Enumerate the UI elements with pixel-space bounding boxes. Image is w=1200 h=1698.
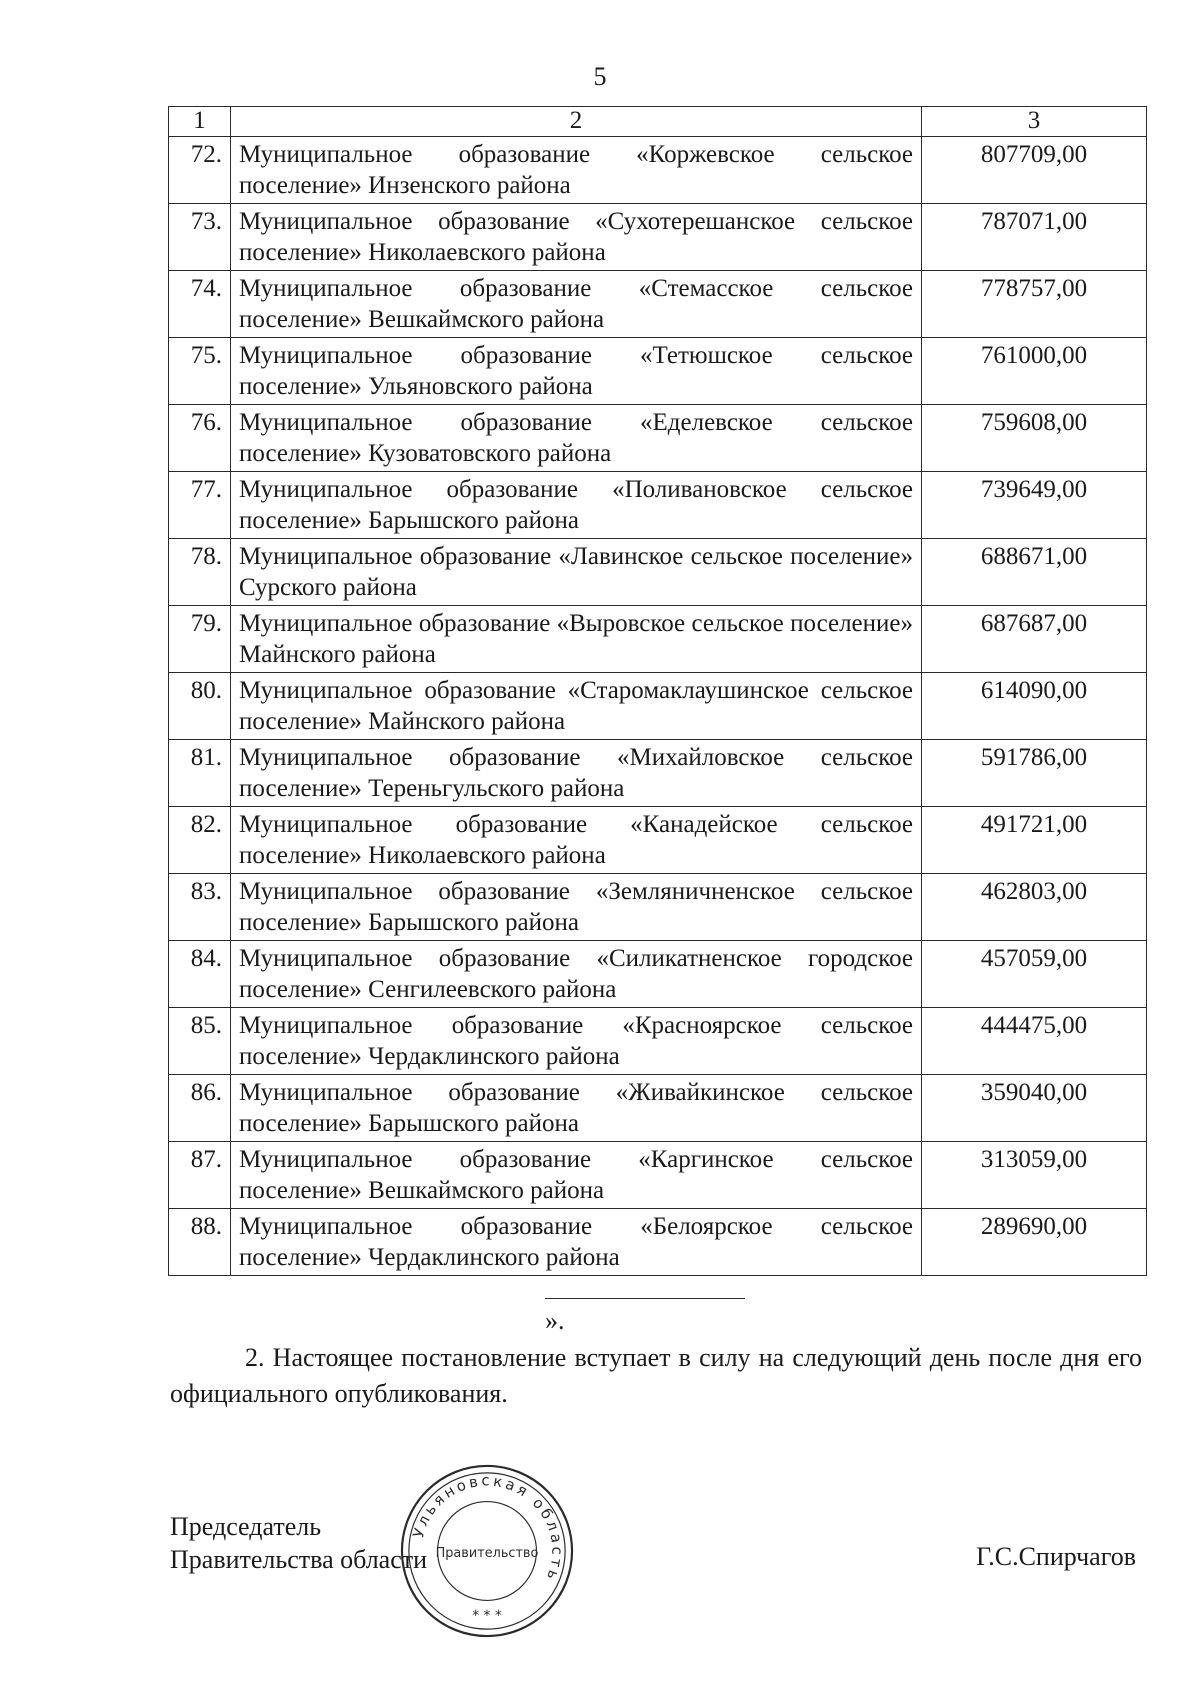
page-number: 5 xyxy=(593,62,607,91)
header-col-1: 1 xyxy=(169,107,231,137)
municipality-name-cell: Муниципальное образование «Канадейское сельское поселение» Николаевского района xyxy=(231,807,922,874)
table-row xyxy=(169,405,1147,472)
table-header-row xyxy=(169,107,1147,137)
row-number-cell: 82. xyxy=(169,807,231,874)
allocation-table xyxy=(168,106,1147,1276)
amount-cell: 444475,00 xyxy=(922,1008,1147,1075)
row-number-cell: 73. xyxy=(169,204,231,271)
municipality-name-cell: Муниципальное образование «Стемасское сельское поселение» Вешкаймского района xyxy=(231,271,922,338)
table-row xyxy=(169,338,1147,405)
table-row xyxy=(169,1008,1147,1075)
row-number-cell: 74. xyxy=(169,271,231,338)
table-row xyxy=(169,539,1147,606)
table-row xyxy=(169,1075,1147,1142)
amount-cell: 688671,00 xyxy=(922,539,1147,606)
table-row xyxy=(169,874,1147,941)
municipality-name-cell: Муниципальное образование «Живайкинское сельское поселение» Барышского района xyxy=(231,1075,922,1142)
table-row xyxy=(169,673,1147,740)
amount-cell: 614090,00 xyxy=(922,673,1147,740)
row-number-cell: 81. xyxy=(169,740,231,807)
row-number-cell: 75. xyxy=(169,338,231,405)
seal-center-text: Правительство xyxy=(435,1545,539,1561)
table-row xyxy=(169,271,1147,338)
amount-cell: 313059,00 xyxy=(922,1142,1147,1209)
table-row xyxy=(169,472,1147,539)
municipality-name-cell: Муниципальное образование «Белоярское сельское поселение» Чердаклинского района xyxy=(231,1209,922,1276)
row-number-cell: 85. xyxy=(169,1008,231,1075)
municipality-name-cell: Муниципальное образование «Коржевское сельское поселение» Инзенского района xyxy=(231,137,922,204)
municipality-name-cell: Муниципальное образование «Михайловское сельское поселение» Тереньгульского района xyxy=(231,740,922,807)
table-row xyxy=(169,1209,1147,1276)
row-number-cell: 87. xyxy=(169,1142,231,1209)
amount-cell: 807709,00 xyxy=(922,137,1147,204)
amount-cell: 761000,00 xyxy=(922,338,1147,405)
municipality-name-cell: Муниципальное образование «Сухотерешанское сельское поселение» Николаевского района xyxy=(231,204,922,271)
signer-position xyxy=(170,1510,427,1576)
row-number-cell: 76. xyxy=(169,405,231,472)
seal-stars: * * * xyxy=(472,1608,502,1625)
municipality-name-cell: Муниципальное образование «Тетюшское сельское поселение» Ульяновского района xyxy=(231,338,922,405)
table-row xyxy=(169,137,1147,204)
row-number-cell: 77. xyxy=(169,472,231,539)
municipality-name-cell: Муниципальное образование «Земляничненское сельское поселение» Барышского района xyxy=(231,874,922,941)
amount-cell: 591786,00 xyxy=(922,740,1147,807)
signer-position-line1: Председатель xyxy=(170,1512,322,1541)
table-row xyxy=(169,606,1147,673)
amount-cell: 359040,00 xyxy=(922,1075,1147,1142)
municipality-name-cell: Муниципальное образование «Старомаклаушинское сельское поселение» Майнского района xyxy=(231,673,922,740)
signer-position-line2: Правительства области xyxy=(170,1545,428,1574)
header-col-3: 3 xyxy=(922,107,1147,137)
closing-quote: ». xyxy=(545,1306,565,1335)
row-number-cell: 78. xyxy=(169,539,231,606)
official-seal xyxy=(398,1462,576,1640)
amount-cell: 457059,00 xyxy=(922,941,1147,1008)
row-number-cell: 72. xyxy=(169,137,231,204)
amount-cell: 491721,00 xyxy=(922,807,1147,874)
signer-name: Г.С.Спирчагов xyxy=(976,1542,1136,1571)
table-row xyxy=(169,740,1147,807)
svg-text:Ульяновская область xyxy=(410,1473,565,1585)
row-number-cell: 86. xyxy=(169,1075,231,1142)
row-number-cell: 84. xyxy=(169,941,231,1008)
closing-underline xyxy=(545,1272,745,1299)
amount-cell: 289690,00 xyxy=(922,1209,1147,1276)
amount-cell: 787071,00 xyxy=(922,204,1147,271)
amount-cell: 739649,00 xyxy=(922,472,1147,539)
closing-mark xyxy=(545,1272,745,1336)
row-number-cell: 83. xyxy=(169,874,231,941)
row-number-cell: 79. xyxy=(169,606,231,673)
amount-cell: 462803,00 xyxy=(922,874,1147,941)
seal-ring-text: Ульяновская область xyxy=(410,1472,566,1585)
table-row xyxy=(169,807,1147,874)
municipality-name-cell: Муниципальное образование «Лавинское сельское поселение» Сурского района xyxy=(231,539,922,606)
municipality-name-cell: Муниципальное образование «Выровское сельское поселение» Майнского района xyxy=(231,606,922,673)
table-row xyxy=(169,1142,1147,1209)
table-row xyxy=(169,941,1147,1008)
municipality-name-cell: Муниципальное образование «Еделевское сельское поселение» Кузоватовского района xyxy=(231,405,922,472)
header-col-2: 2 xyxy=(231,107,922,137)
amount-cell: 759608,00 xyxy=(922,405,1147,472)
amount-cell: 687687,00 xyxy=(922,606,1147,673)
table-row xyxy=(169,204,1147,271)
row-number-cell: 80. xyxy=(169,673,231,740)
effective-date-paragraph: 2. Настоящее постановление вступает в силу на следующий день после дня его официального опубликования. xyxy=(170,1343,1142,1408)
municipality-name-cell: Муниципальное образование «Поливановское сельское поселение» Барышского района xyxy=(231,472,922,539)
amount-cell: 778757,00 xyxy=(922,271,1147,338)
municipality-name-cell: Муниципальное образование «Силикатненское городское поселение» Сенгилеевского района xyxy=(231,941,922,1008)
row-number-cell: 88. xyxy=(169,1209,231,1276)
municipality-name-cell: Муниципальное образование «Каргинское сельское поселение» Вешкаймского района xyxy=(231,1142,922,1209)
municipality-name-cell: Муниципальное образование «Красноярское сельское поселение» Чердаклинского района xyxy=(231,1008,922,1075)
